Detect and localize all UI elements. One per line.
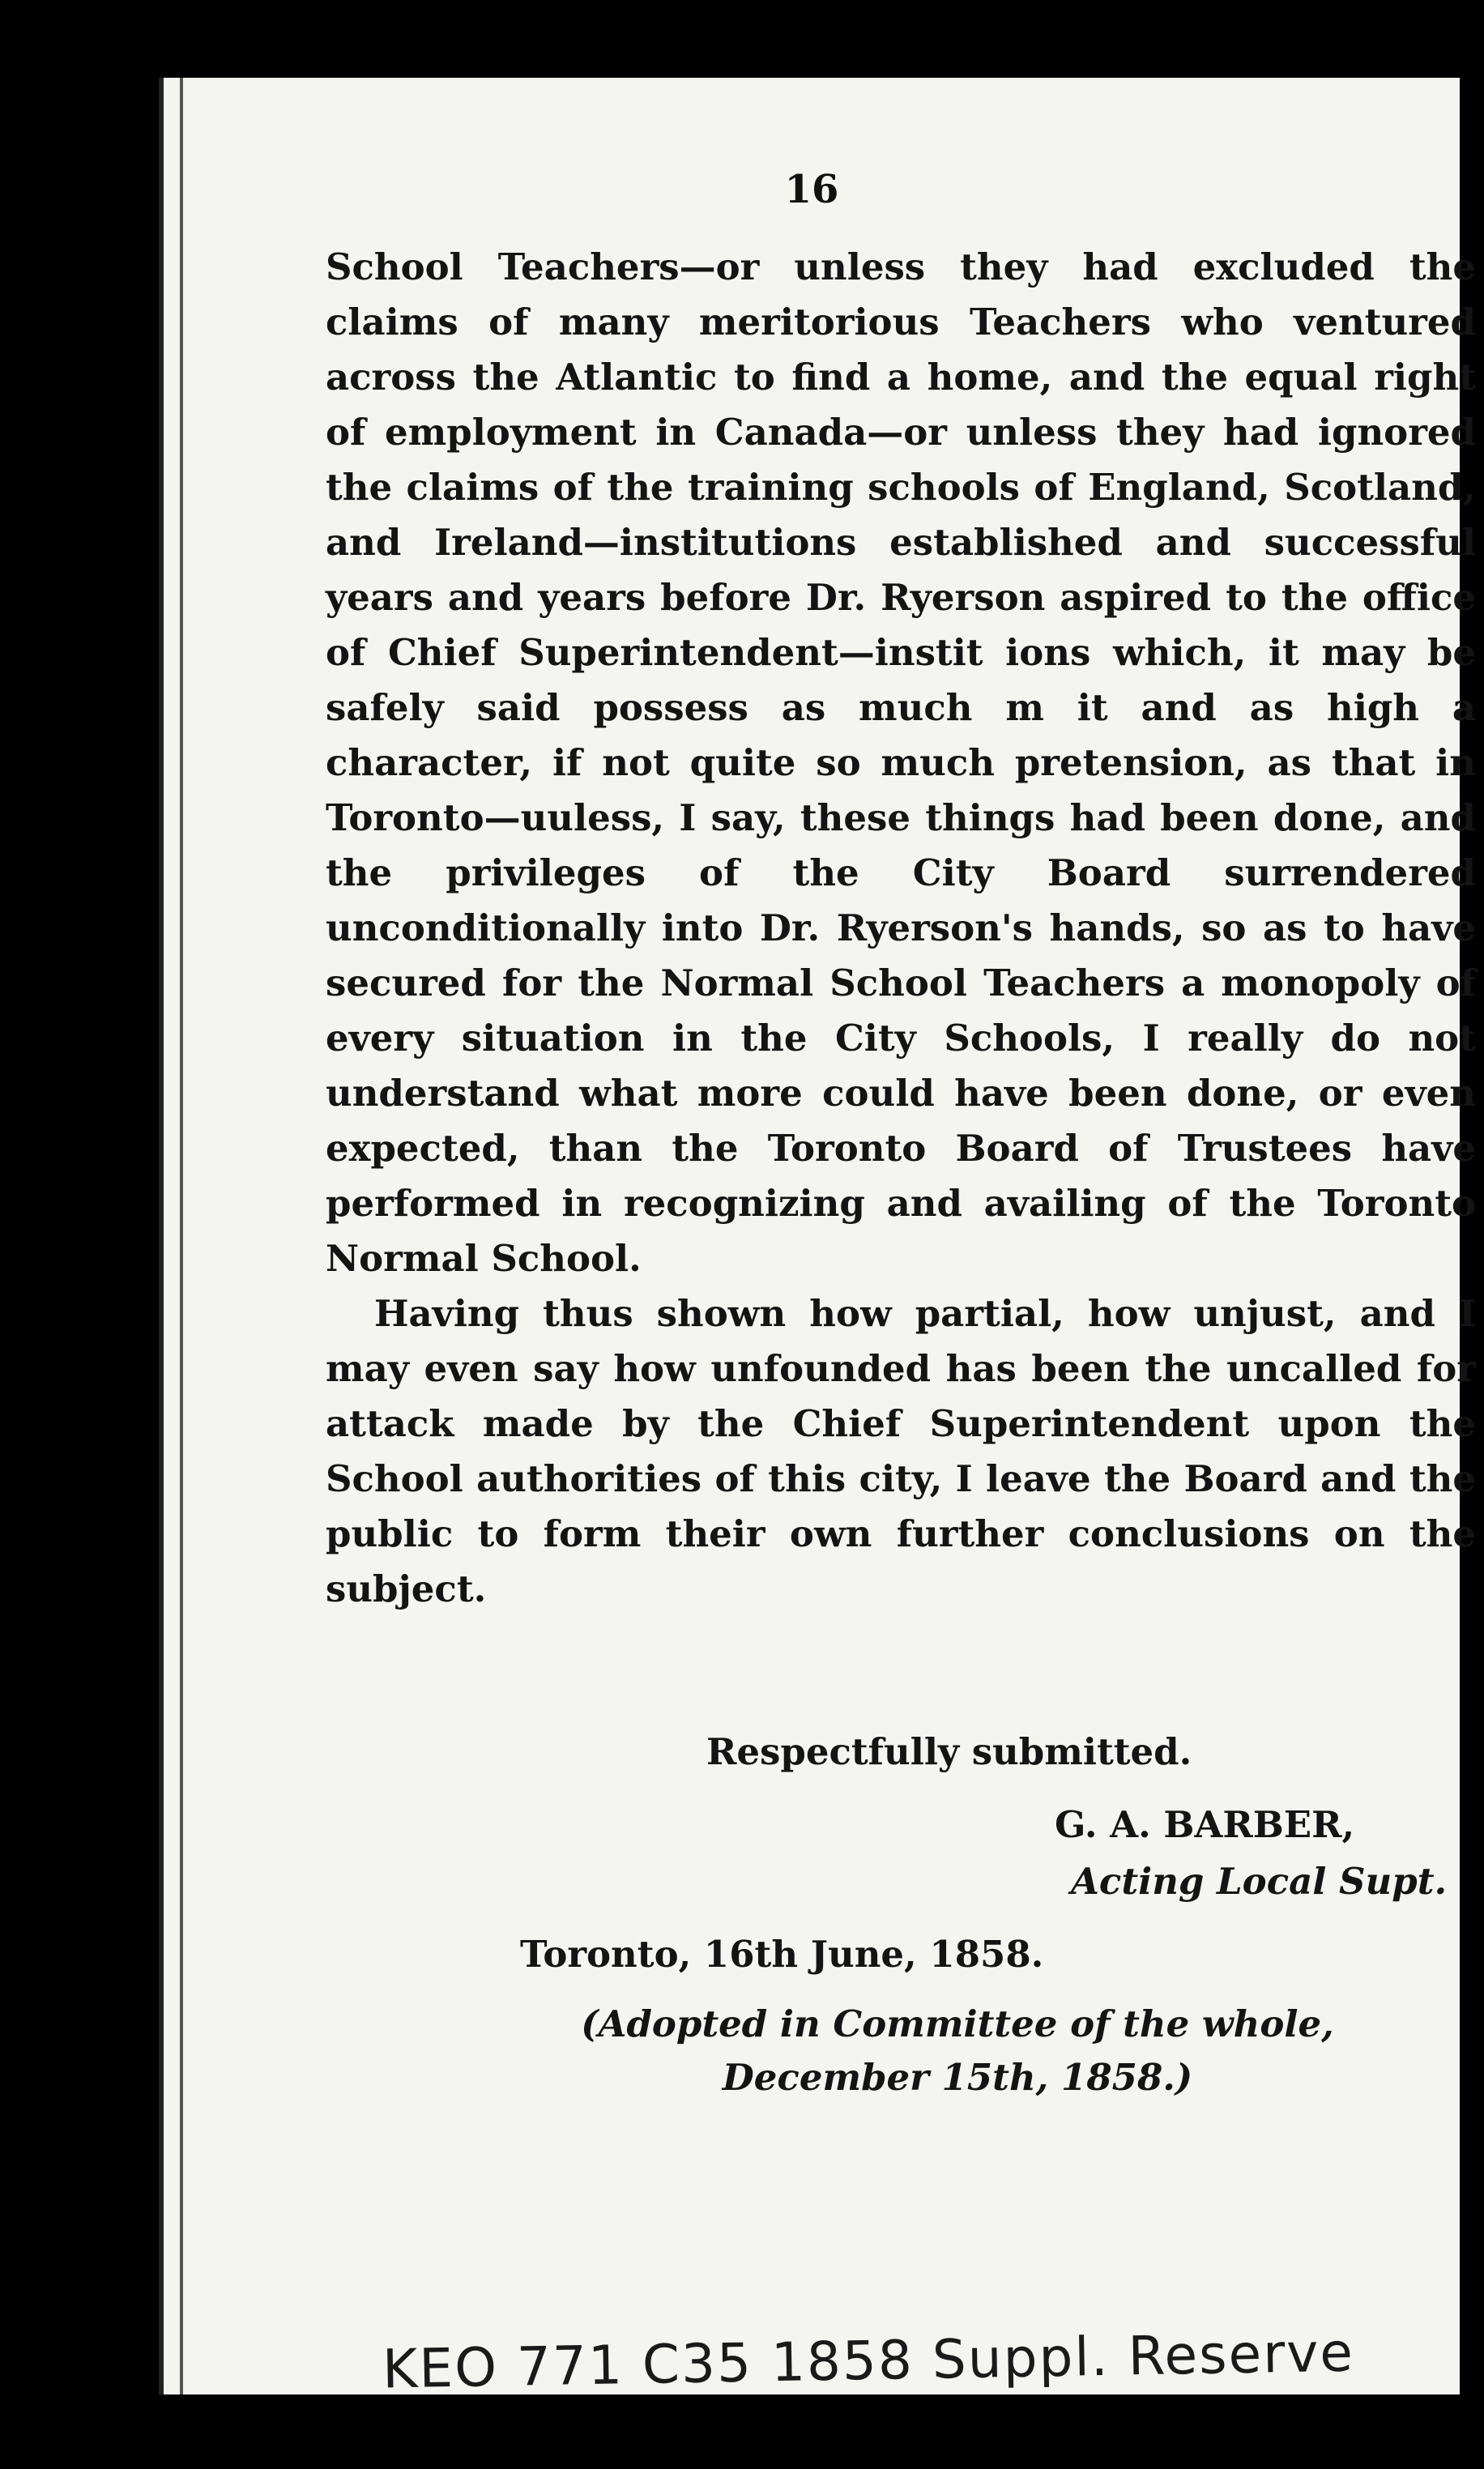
body-paragraph-2: Having thus shown how partial, how unjust, and I may even say how unfounded has been the uncalled for attack made by the Chief Superintendent upon the School authorities of this city, I leave the Board and the public to form their own further conclusions on the subject. <box>326 1292 1476 1610</box>
document-page <box>159 78 1476 2401</box>
signoff-title: Acting Local Supt. <box>1071 1860 1448 1903</box>
body-paragraph-1: School Teachers—or unless they had excluded the claims of many meritorious Teachers who ventured across the Atlantic to find a home, and the equal right of employment in Canada—or unless they had ignored the claims of the training schools of England, Scotland, and Ireland—institutions established and successful years and years before Dr. Ryerson aspired to the office of Chief Superintendent—instit ions which, it may be safely said possess as much m it and as high a character, if not quite so much pretension, as that in Toronto—uuless, I say, these things had been done, and the privileges of the City Board surrendered unconditionally into Dr. Ryerson's hands, so as to have secured for the Normal School Teachers a monopoly of every situation in the City Schools, I really do not understand what more could have been done, or even expected, than the Toronto Board of Trustees have performed in recognizing and availing of the Toronto Normal School. <box>326 245 1476 1280</box>
signoff-name: G. A. BARBER, <box>1055 1803 1355 1846</box>
signoff-closing: Respectfully submitted. <box>706 1730 1192 1773</box>
signoff-date: Toronto, 16th June, 1858. <box>520 1933 1044 1976</box>
page-number: 16 <box>784 167 839 212</box>
adopted-note: (Adopted in Committee of the whole, December 15th, 1858.) <box>581 2002 1334 2099</box>
archival-handwritten-note: KEO 771 C35 1858 Suppl. Reserve <box>382 2321 1355 2401</box>
body-text <box>326 240 1476 1617</box>
